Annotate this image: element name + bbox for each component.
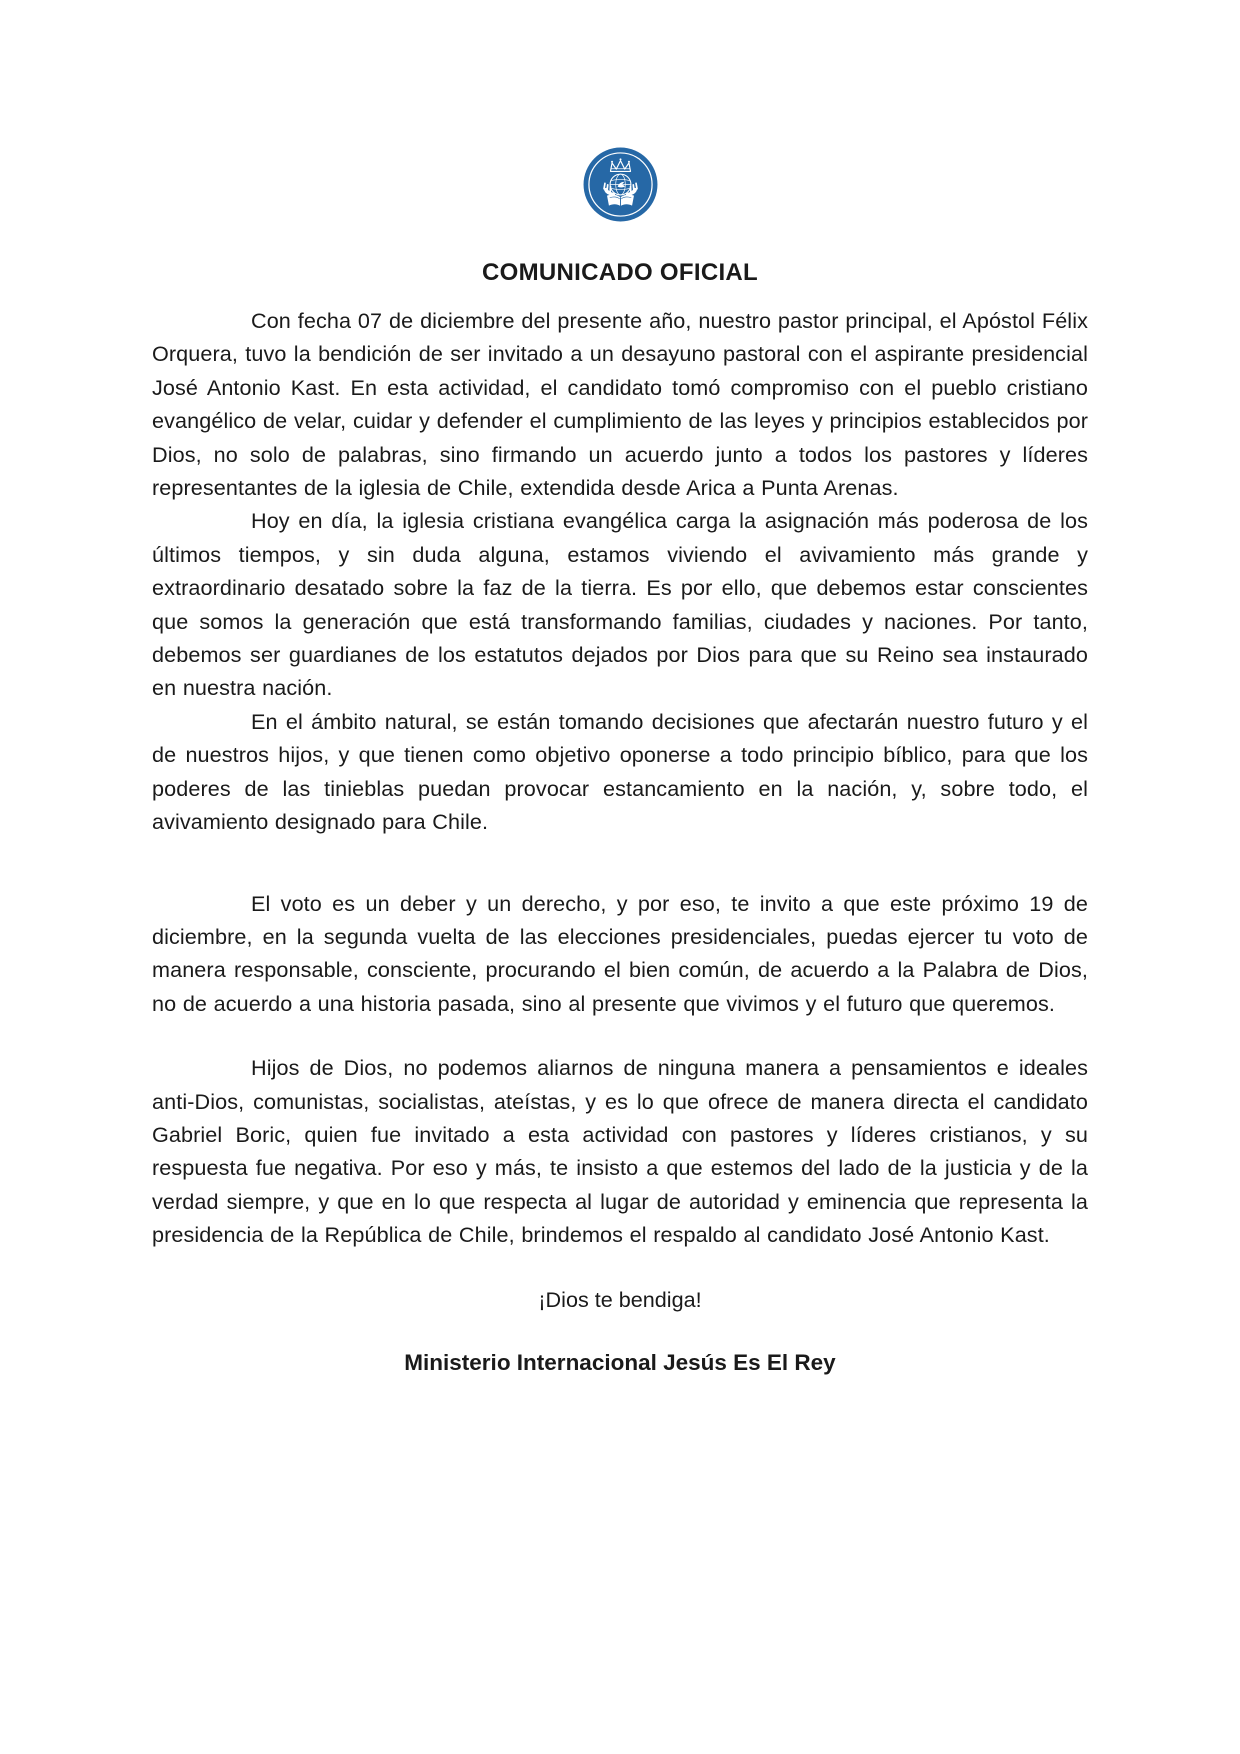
closing-blessing: ¡Dios te bendiga! <box>538 1286 702 1312</box>
paragraph-5: Hijos de Dios, no podemos aliarnos de ninguna manera a pensamientos e ideales anti-Dios, comunistas, socialistas, ateístas, y es lo que ofrece de manera directa el candidato Gabriel Boric, quien fue invitado a esta actividad con pastores y líderes cristianos, y su respuesta fue negativa. Por eso y más, te insisto a que estemos del lado de la justicia y de la verdad siempre, y que en lo que respecta al lugar de autoridad y eminencia que representa la presidencia de la República de Chile, brindemos el respaldo al candidato José Antonio Kast. <box>152 1055 1088 1248</box>
paragraph-4: El voto es un deber y un derecho, y por eso, te invito a que este próximo 19 de diciembre, en la segunda vuelta de las elecciones presidenciales, puedas ejercer tu voto de manera responsable, consciente, procurando el bien común, de acuerdo a la Palabra de Dios, no de acuerdo a una historia pasada, sino al presente que vivimos y el futuro que queremos. <box>152 890 1088 1016</box>
document-body <box>0 304 1240 1379</box>
paragraph-3: En el ámbito natural, se están tomando decisiones que afectarán nuestro futuro y el de nuestros hijos, y que tienen como objetivo oponerse a todo principio bíblico, para que los poderes de las tinieblas puedan provocar estancamiento en la nación, y, sobre todo, el avivamiento designado para Chile. <box>152 708 1088 835</box>
ministry-signature: Ministerio Internacional Jesús Es El Rey <box>404 1349 836 1375</box>
ministry-emblem-icon <box>582 146 659 223</box>
document-title: COMUNICADO OFICIAL <box>481 259 759 286</box>
paragraph-1: Con fecha 07 de diciembre del presente año, nuestro pastor principal, el Apóstol Félix Orquera, tuvo la bendición de ser invitado a un desayuno pastoral con el aspirante presidencial José Antonio Kast. En esta actividad, el candidato tomó compromiso con el pueblo cristiano evangélico de velar, cuidar y defender el cumplimiento de las leyes y principios establecidos por Dios, no solo de palabras, sino firmando un acuerdo junto a todos los pastores y líderes representantes de la iglesia de Chile, extendida desde Arica a Punta Arenas. <box>152 308 1088 501</box>
paragraph-2: Hoy en día, la iglesia cristiana evangélica carga la asignación más poderosa de los últimos tiempos, y sin duda alguna, estamos viviendo el avivamiento más grande y extraordinario desatado sobre la faz de la tierra. Es por ello, que debemos estar conscientes que somos la generación que está transformando familias, ciudades y naciones. Por tanto, debemos ser guardianes de los estatutos dejados por Dios para que su Reino sea instaurado en nuestra nación. <box>152 508 1088 701</box>
ministry-logo <box>0 0 1240 223</box>
